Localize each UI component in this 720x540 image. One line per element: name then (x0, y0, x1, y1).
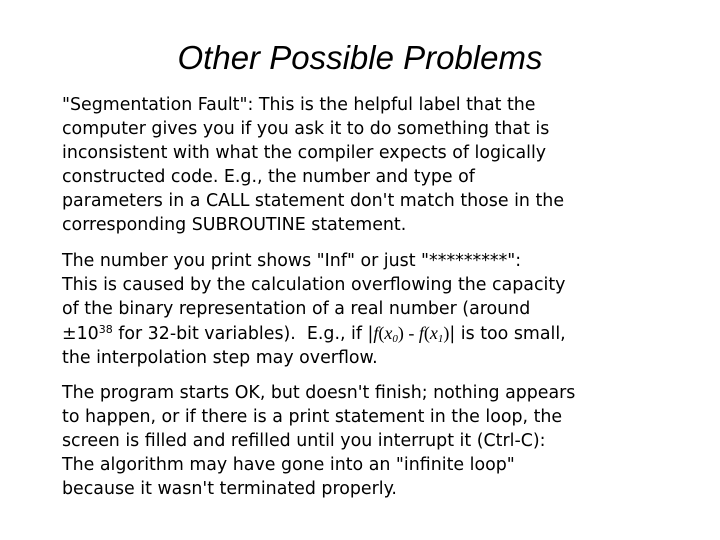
math-variable: x (384, 323, 393, 343)
math-variable: x (429, 323, 438, 343)
power-base: 10 (76, 324, 99, 344)
math-paren: ( (378, 323, 385, 343)
text-line: constructed code. E.g., the number and type of (62, 167, 475, 187)
text-line: of the binary representation of a real number (around (62, 299, 531, 319)
text-line: This is caused by the calculation overflowing the capacity (62, 275, 566, 295)
plus-minus-symbol: ± (62, 324, 77, 344)
math-minus: - (403, 323, 419, 343)
slide-title: Other Possible Problems (177, 39, 543, 76)
paragraph-overflow (62, 249, 702, 370)
abs-bar-right: | (449, 324, 456, 344)
text-line: parameters in a CALL statement don't match those in the (62, 191, 565, 211)
math-function: f (373, 323, 379, 343)
abs-bar-left: | (367, 324, 374, 344)
text-line: screen is filled and refilled until you interrupt it (Ctrl-C): (62, 431, 546, 451)
math-expression (373, 323, 449, 343)
math-function: f (418, 323, 424, 343)
math-subscript: 1 (437, 333, 444, 345)
text-line-with-math (62, 321, 702, 346)
math-paren: ) (397, 323, 404, 343)
paragraph-segmentation-fault (62, 93, 702, 237)
text-line: corresponding SUBROUTINE statement. (62, 215, 407, 235)
text-line: computer gives you if you ask it to do something that is (62, 119, 550, 139)
power-exponent: 38 (98, 323, 113, 336)
inline-text: for 32-bit variables). E.g., if (112, 324, 368, 344)
math-subscript: 0 (392, 333, 398, 345)
inline-text: is too small, (455, 324, 566, 344)
text-line: "Segmentation Fault": This is the helpful label that the (62, 95, 536, 115)
math-paren: ( (423, 323, 430, 343)
text-line: The program starts OK, but doesn't finish; nothing appears (62, 383, 576, 403)
text-line: The number you print shows "Inf" or just "*********": (62, 251, 522, 271)
text-line: because it wasn't terminated properly. (62, 479, 397, 499)
text-line: the interpolation step may overflow. (62, 348, 378, 368)
math-paren: ) (443, 323, 450, 343)
text-line: inconsistent with what the compiler expects of logically (62, 143, 547, 163)
text-line: The algorithm may have gone into an "infinite loop" (62, 455, 515, 475)
text-line: to happen, or if there is a print statement in the loop, the (62, 407, 563, 427)
paragraph-infinite-loop (62, 381, 702, 501)
